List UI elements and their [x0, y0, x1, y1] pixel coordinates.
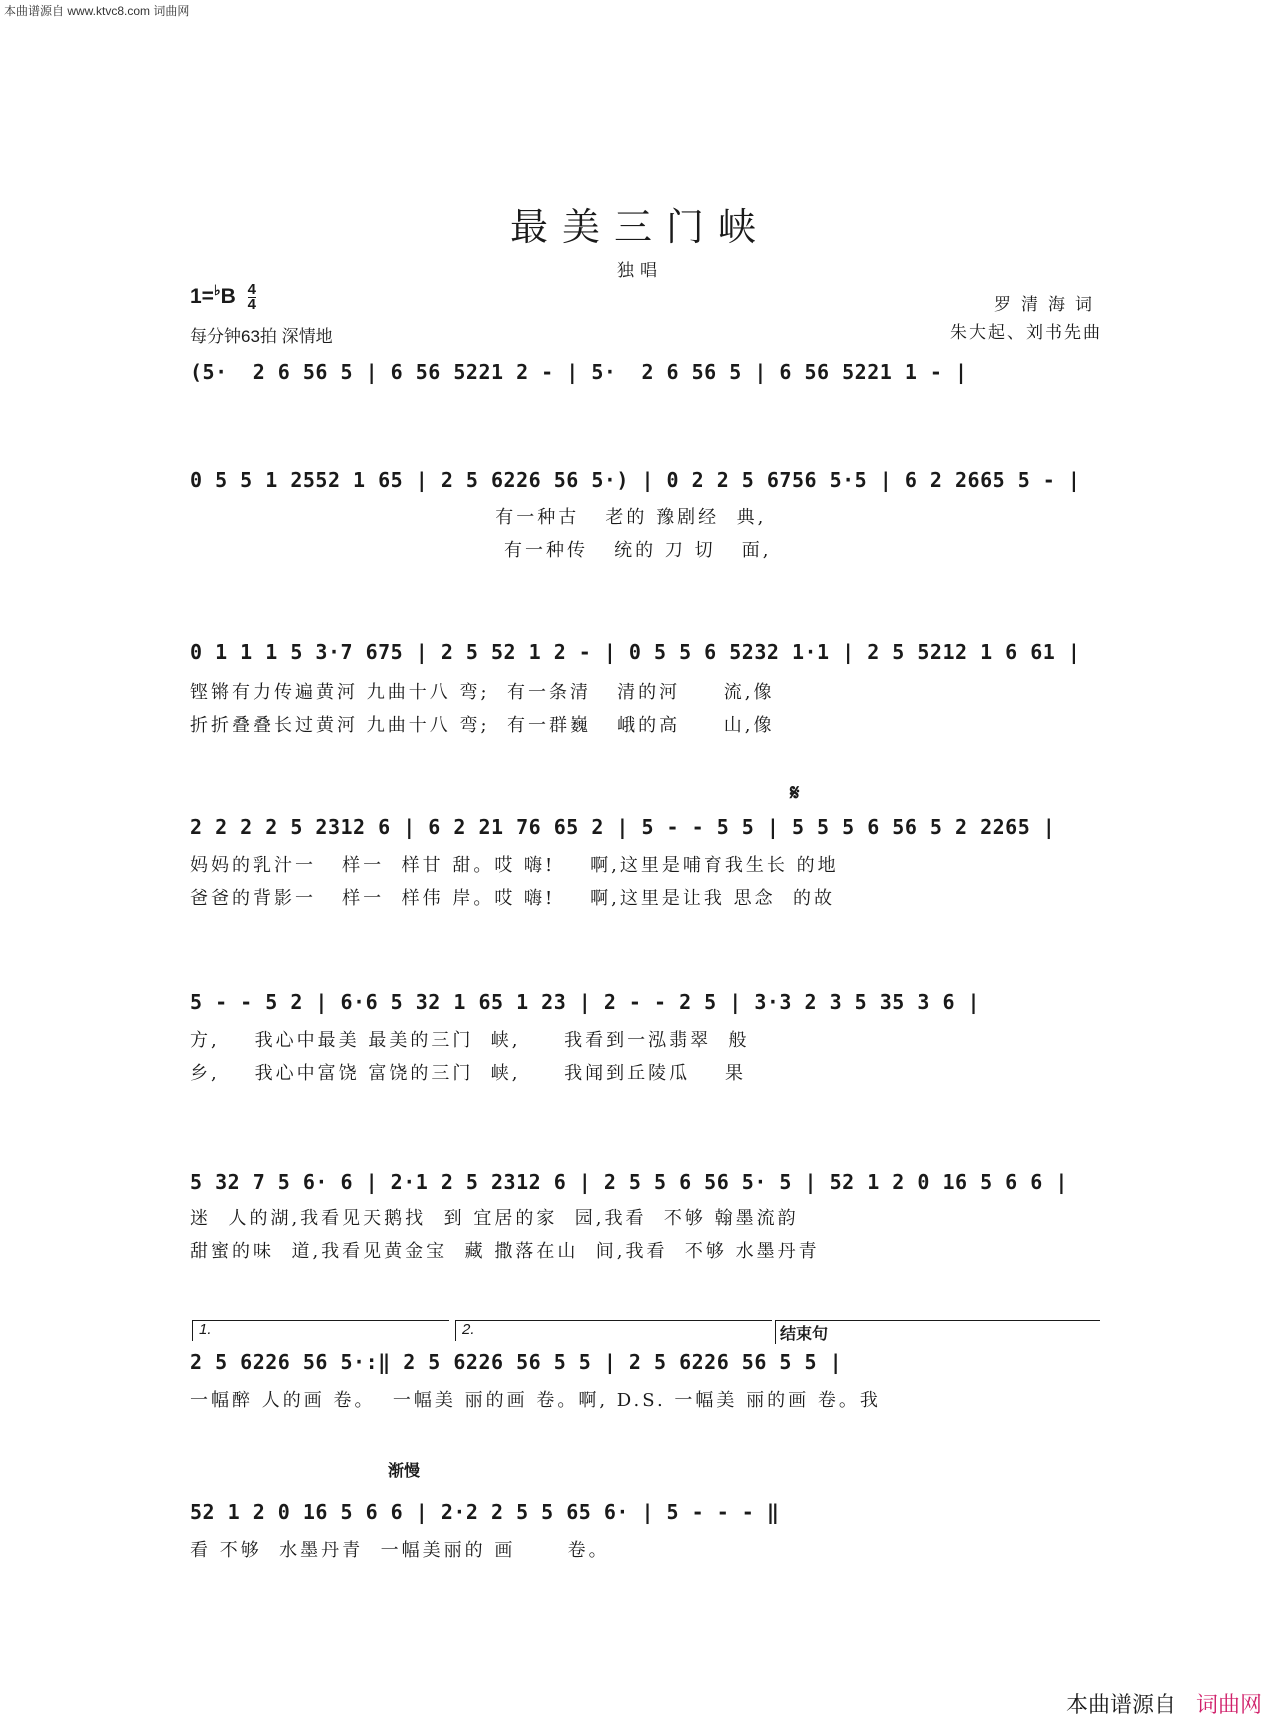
footer-credit: [1066, 1688, 1262, 1719]
notation-line-6: 5 32 7 5 6· 6 | 2·1 2 5 2312 6 | 2 5 5 6 56 5· 5 | 52 1 2 0 16 5 6 6 |: [190, 1170, 1068, 1194]
key-note: B: [220, 285, 236, 308]
volta-ending-2: 2.: [455, 1320, 772, 1341]
time-bottom: 4: [247, 295, 256, 313]
lyrics-line-5a: 方, 我心中最美 最美的三门 峡, 我看到一泓翡翠 般: [190, 1030, 750, 1051]
segno-sign: 𝄋: [790, 780, 800, 806]
song-subtitle: 独唱: [617, 261, 663, 281]
notation-line-2: 0 5 5 1 2552 1 65 | 2 5 6226 56 5·) | 0 2 2 5 6756 5·5 | 6 2 2665 5 - |: [190, 468, 1081, 492]
composer: 朱大起、刘书先曲: [950, 323, 1102, 343]
lyrics-line-4a: 妈妈的乳汁一 样一 样甘 甜。哎 嗨! 啊,这里是哺育我生长 的地: [190, 855, 839, 876]
coda-label: 结束句: [775, 1320, 1100, 1344]
lyrics-line-8a: 看 不够 水墨丹青 一幅美丽的 画 卷。: [190, 1540, 610, 1561]
lyrics-line-4b: 爸爸的背影一 样一 样伟 岸。哎 嗨! 啊,这里是让我 思念 的故: [190, 888, 836, 909]
footer-source: 本曲谱源自: [1065, 1692, 1176, 1717]
notation-line-8: 52 1 2 0 16 5 6 6 | 2·2 2 5 5 65 6· | 5 - - - ‖: [190, 1500, 780, 1524]
lyrics-line-6a: 迷 人的湖,我看见天鹅找 到 宜居的家 园,我看 不够 翰墨流韵: [190, 1208, 799, 1229]
notation-line-3: 0 1 1 1 5 3·7 675 | 2 5 52 1 2 - | 0 5 5 6 5232 1·1 | 2 5 5212 1 6 61 |: [190, 640, 1081, 664]
time-signature: [247, 280, 256, 313]
flat-sign: ♭: [213, 282, 221, 298]
lyrics-line-2b: 有一种传 统的 刀 切 面,: [190, 540, 772, 561]
lyrics-line-7a: 一幅醉 人的画 卷。 一幅美 丽的画 卷。啊, D.S. 一幅美 丽的画 卷。我: [190, 1390, 881, 1411]
notation-line-7: 2 5 6226 56 5·:‖ 2 5 6226 56 5 5 | 2 5 6226 56 5 5 |: [190, 1350, 843, 1374]
notation-line-1: (5· 2 6 56 5 | 6 56 5221 2 - | 5· 2 6 56 5 | 6 56 5221 1 - |: [190, 360, 968, 384]
key-prefix: 1=: [190, 285, 214, 308]
time-top: 4: [247, 280, 256, 298]
song-title: 最美三门峡: [509, 205, 770, 249]
lyrics-line-3b: 折折叠叠长过黄河 九曲十八 弯; 有一群巍 峨的高 山,像: [190, 715, 775, 736]
lyrics-line-3a: 铿锵有力传遍黄河 九曲十八 弯; 有一条清 清的河 流,像: [190, 682, 775, 703]
lyricist: 罗清海词: [994, 295, 1102, 315]
source-watermark: 本曲谱源自 www.ktvc8.com 词曲网: [4, 4, 190, 18]
footer-site-logo[interactable]: 词曲网: [1195, 1692, 1262, 1717]
lyrics-line-5b: 乡, 我心中富饶 富饶的三门 峡, 我闻到丘陵瓜 果: [190, 1063, 746, 1084]
lyrics-line-6b: 甜蜜的味 道,我看见黄金宝 藏 撒落在山 间,我看 不够 水墨丹青: [190, 1241, 820, 1262]
ritardando-marking: 渐慢: [388, 1463, 421, 1480]
notation-line-5: 5 - - 5 2 | 6·6 5 32 1 65 1 23 | 2 - - 2 5 | 3·3 2 3 5 35 3 6 |: [190, 990, 981, 1014]
key-signature: [190, 282, 256, 312]
volta-ending-1: 1.: [192, 1320, 449, 1341]
notation-line-4: 2 2 2 2 5 2312 6 | 6 2 21 76 65 2 | 5 - - 5 5 | 5 5 5 6 56 5 2 2265 |: [190, 815, 1056, 839]
tempo-marking: 每分钟63拍 深情地: [190, 327, 333, 346]
lyrics-line-2a: 有一种古 老的 豫剧经 典,: [190, 507, 767, 528]
